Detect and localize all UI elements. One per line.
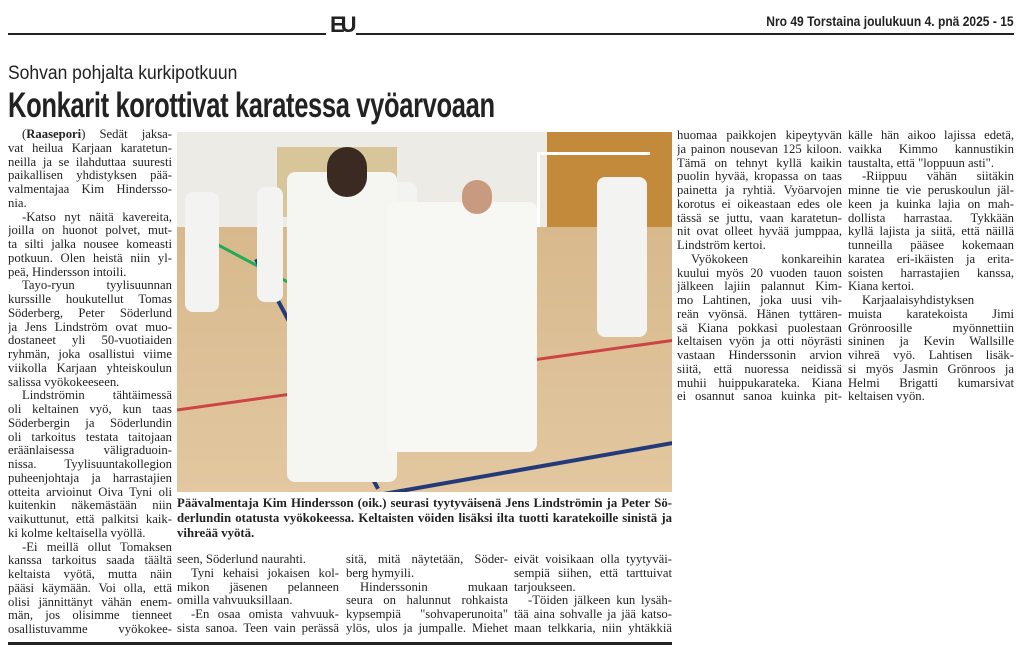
article-column-2 (177, 553, 339, 636)
article-text-line: ki kolme keltaisella vyöllä. (8, 526, 146, 540)
article-text-line: vaikuttunut, että palkitsi kaik- (8, 513, 172, 526)
article-text-line: vihreä vyö. Lahtisen lisäk- (848, 349, 1014, 362)
article-column-1 (8, 128, 172, 637)
article-text-line: -Töiden jälkeen kun lysäh- (528, 594, 672, 608)
article-text-line: sista sanoa. Teen vain perässä (177, 621, 339, 635)
article-text-line: osallistuvamme vyökokee- (8, 623, 172, 636)
article-text-line: berg hymyili. (346, 566, 415, 580)
article-text-line: eräänlaisessa väligraduoin- (8, 444, 172, 458)
article-text-line: puolin hyvää, kropassa on taas (677, 170, 842, 184)
article-text-line: ei osannut sanoa kuinka pit- (677, 390, 842, 404)
article-text-line: Söderbergin ja Söderlundin (8, 416, 172, 430)
article-text-line: keltaisen vyön ja otti nöyrästi (677, 335, 842, 349)
article-text-line: tää aina sohvalle ja jää katso- (514, 608, 672, 621)
article-text-line: (Raasepori) Sedät jaksa- (22, 128, 172, 141)
article-text-line: oli keltainen vyö, kun taas (8, 403, 172, 416)
article-text-line: dostaneet yli 50-vuotiaiden (8, 334, 172, 348)
article-text-line: keltaista vyötä, mutta näin (8, 568, 172, 581)
article-text-line: omilla vahvuuksillaan. (177, 594, 293, 608)
article-text-line: sitä, mitä näytetään, Söder- (346, 553, 508, 566)
newspaper-logo: EU (330, 12, 353, 37)
article-text-line: joilla on huonot polvet, mut- (8, 224, 172, 238)
article-text-line: karatea eri-ikäisten ja erita- (848, 252, 1014, 266)
article-text-line: maan telkkaria, niin yhtäkkiä (514, 621, 672, 635)
article-text-line: källe hän aikoo lajissa edetä, (848, 129, 1014, 142)
article-text-line: minne tie vie peruskoulun jäl- (848, 184, 1014, 197)
article-text-line: oli tarkoitus testata taitojaan (8, 430, 172, 444)
article-text-line: Hinderssonin mukaan (360, 580, 508, 594)
article-text-line: kuitenkin näkemästään niin (8, 499, 172, 513)
header-rule-right (356, 33, 1014, 35)
caption-line: derlundin otatusta vyökokeessa. Keltaisten vöiden lisäksi ilta tuotti karatekoille sinistä ja (177, 511, 672, 525)
article-column-6 (848, 129, 1014, 404)
article-column-3 (346, 553, 508, 636)
article-text-line: kuului myös 20 vuoden tauon (677, 266, 842, 280)
article-text-line: otteita arvioinut Oiva Tyni oli (8, 485, 172, 499)
article-text-line: keen ja kuinka lajia on mah- (848, 197, 1014, 211)
article-text-line: tarjoukseen. (514, 580, 576, 594)
article-text-line: eivät voisikaan olla tyytyväi- (514, 553, 672, 566)
dateline: Raasepori (26, 128, 82, 141)
article-text-line: -En osaa omista vahvuuk- (191, 608, 339, 621)
header-rule-left (8, 33, 326, 35)
caption-line: vihreää vyötä. (177, 526, 255, 540)
article-text-line: kanssa tarkoitus saada täältä (8, 554, 172, 568)
article-text-line: korotus ei oikeastaan edes ole (677, 197, 842, 211)
article-text-line: viikolla Karjaan yhteiskoulun (8, 361, 172, 375)
article-text-line: Helmi Brigatti kumarsivat (848, 376, 1014, 390)
article-text-line: -Riippuu vähän siitäkin (862, 170, 1014, 184)
article-text-line: olisi jännittänyt vähän enem- (8, 595, 172, 609)
article-headline: Konkarit korottivat karatessa vyöarvoaan (8, 86, 495, 125)
article-text-line: puheenjohtaja ja harrastajien (8, 471, 172, 485)
article-text-line: dollista harrastaa. Tykkään (848, 211, 1014, 225)
article-text-line: Vyökokeen konkareihin (691, 252, 842, 266)
article-text-line: tunneilla pääsee kokemaan (848, 239, 1014, 252)
article-text-line: Tayo-ryun tyylisuunnan (22, 279, 172, 293)
article-text-line: muista karatekoista Jimi (848, 307, 1014, 321)
article-text-line: Kiana kertoi. (848, 280, 915, 294)
article-text-line: sininen ja Kevin Wallsille (848, 335, 1014, 349)
article-text-line: kypsempiä "sohvaperunoita" (346, 608, 508, 621)
article-text-line: valmentajaa Kim Hindersso- (8, 183, 172, 196)
article-text-line: vastaan Hinderssonin arvion (677, 349, 842, 362)
article-text-line: neilla ja se ilahduttaa suuresti (8, 155, 172, 169)
caption-line: Päävalmentaja Kim Hindersson (oik.) seurasi tyytyväisenä Jens Lindströmin ja Peter Sö- (177, 496, 672, 510)
article-text-line: Grönroosille myönnettiin (848, 321, 1014, 335)
article-text-line: jälkeen lajiin palannut Kim- (677, 280, 842, 294)
article-text-line: taustalta, että "loppuun asti". (848, 156, 995, 170)
article-text-line: vat heilua Karjaan karatetun- (8, 141, 172, 155)
article-kicker: Sohvan pohjalta kurkipotkuun (8, 63, 238, 84)
article-text-line: keltaisen vyön. (848, 390, 925, 404)
article-text-line: sä Kiana pokkasi puolestaan (677, 321, 842, 335)
article-text-line: ta silti jalka nousee komeasti (8, 238, 172, 251)
article-text-line: Karjaalaisyhdistyksen (862, 294, 975, 307)
article-text-line: mo Lahtinen, joka uusi vih- (677, 294, 842, 307)
article-photo-karate-class (177, 132, 672, 492)
article-text-line: muhii huippukarateka. Kiana (677, 376, 842, 390)
article-text-line: ylös, ulos ja jumpalle. Miehet (346, 621, 508, 635)
article-text-line: kurssille houkutellut Tomas (8, 293, 172, 306)
article-text-line: -Katso nyt näitä kavereita, (22, 210, 172, 224)
article-text-line: ryhmän, joka osallistui viime (8, 348, 172, 361)
article-text-line: nissa. Tyylisuuntakollegion (8, 458, 172, 471)
article-column-5 (677, 129, 842, 404)
article-text-line: reän vyönsä. Hänen tyttären- (677, 307, 842, 321)
article-text-line: mikon jäsenen pelanneen (177, 580, 339, 594)
article-text-line: paikallisen yhdistyksen pää- (8, 169, 172, 183)
article-text-line: nia. (8, 196, 27, 210)
article-text-line: män, jos olisimme tienneet (8, 609, 172, 623)
article-text-line: Tyni kehaisi jokaisen kol- (191, 566, 339, 580)
article-text-line: pääsi käymään. Voi olla, että (8, 581, 172, 595)
article-text-line: nit ovat olleet hyvää jumppaa, (677, 225, 842, 239)
article-text-line: Söderberg, Peter Söderlund (8, 306, 172, 320)
photo-caption (177, 496, 672, 541)
article-text-line: Lindström kertoi. (677, 239, 766, 252)
article-text-line: -Ei meillä ollut Tomaksen (22, 540, 172, 554)
article-text-line: soisten harrastajien kanssa, (848, 266, 1014, 280)
article-text-line: Lindströmin tähtäimessä (22, 389, 172, 403)
article-text-line: siitä, että nuoressa neidissä (677, 362, 842, 376)
article-text-line: si myös Jasmin Grönroos ja (848, 362, 1014, 376)
article-text-line: seura on halunnut rohkaista (346, 594, 508, 608)
article-text-line: salissa vyökokeeseen. (8, 375, 120, 389)
article-text-line: peä, Hindersson intoili. (8, 265, 127, 279)
article-text-line: painetta ja ryhtiä. Vyöarvojen (677, 184, 842, 197)
article-text-line: sempiä siihen, että tarttuivat (514, 566, 672, 580)
article-column-4 (514, 553, 672, 636)
issue-info: Nro 49 Torstaina joulukuun 4. pnä 2025 - 15 (766, 13, 1014, 29)
article-text-line: seen, Söderlund naurahti. (177, 553, 306, 566)
article-text-line: Tämä on tehnyt kyllä kaikin (677, 156, 842, 170)
article-bottom-rule (8, 642, 672, 645)
article-text-line: huomaa paikkojen kipeytyvän (677, 129, 842, 142)
article-text-line: tässä se juttu, vaan karatetun- (677, 211, 842, 225)
article-text-line: vaikka Kimmo kannustikin (848, 142, 1014, 156)
article-text-line: ja Jens Lindström ovat muo- (8, 320, 172, 334)
article-text-line: ja painon nousevan 125 kiloon. (677, 142, 842, 156)
article-text-line: kyllä lajista ja siitä, että näillä (848, 225, 1014, 239)
article-text-line: potkuun. Olen heistä niin yl- (8, 251, 172, 265)
